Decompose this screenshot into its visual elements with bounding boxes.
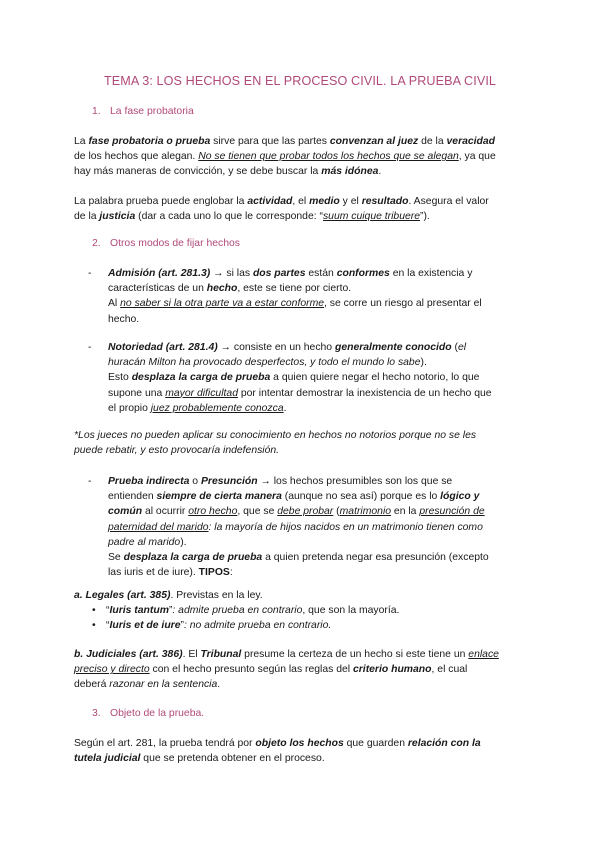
section-2-title: Otros modos de fijar hechos xyxy=(110,238,240,249)
line: La palabra prueba puede englobar la actividad, el medio y el resultado. Asegura el valor xyxy=(74,196,489,207)
bullet-dash: - xyxy=(88,476,92,487)
bullet-dash: - xyxy=(88,342,92,353)
legales-iuris-tantum: “Iuris tantum”: admite prueba en contrario, que son la mayoría. xyxy=(106,605,400,616)
section-1-number: 1. xyxy=(92,106,101,117)
line: Al no saber si la otra parte va a estar conforme, se corre un riesgo al presentar el xyxy=(108,298,482,310)
line: La fase probatoria o prueba sirve para que las partes convenzan al juez de la veracidad xyxy=(74,136,496,147)
line: Notoriedad (art. 281.4) → consiste en un hecho generalmente conocido (el xyxy=(108,342,467,353)
line: de la justicia (dar a cada uno lo que le corresponde: “suum cuique tribuere”). xyxy=(74,211,430,223)
legales-iuris-et-de-iure: “Iuris et de iure”: no admite prueba en contrario. xyxy=(106,620,332,631)
line: Admisión (art. 281.3) → si las dos partes están conformes en la existencia y xyxy=(108,268,473,279)
paragraph-objeto-prueba xyxy=(74,736,534,766)
line: de los hechos que alegan. No se tienen que probar todos los hechos que se alegan, ya que xyxy=(74,151,496,163)
section-2-number: 2. xyxy=(92,238,101,249)
line: Esto desplaza la carga de prueba a quien quiere negar el hecho notorio, lo que xyxy=(108,372,480,384)
section-3-number: 3. xyxy=(92,708,101,719)
line: puede rebatir, y esto provocaría indefensión. xyxy=(74,445,280,457)
line: entienden siempre de cierta manera (aunque no sea así) porque es lo lógico y xyxy=(108,491,480,503)
section-1-title: La fase probatoria xyxy=(110,106,194,117)
line: preciso y directo con el hecho presunto según las reglas del criterio humano, el cual xyxy=(74,664,468,676)
line: hecho. xyxy=(108,313,140,325)
line: las iuris et de iure). TIPOS: xyxy=(108,567,233,579)
tipo-judiciales xyxy=(74,647,534,693)
line: padre al marido). xyxy=(108,536,187,548)
section-3-title: Objeto de la prueba. xyxy=(110,708,205,719)
section-1-heading xyxy=(92,104,194,119)
line: deberá razonar en la sentencia. xyxy=(74,679,221,691)
line: b. Judiciales (art. 386). El Tribunal presume la certeza de un hecho si este tiene un enlace xyxy=(74,649,499,660)
note-jueces xyxy=(74,428,534,458)
bullet-admision xyxy=(108,266,528,327)
section-3-heading xyxy=(92,706,204,721)
line: el propio juez probablemente conozca. xyxy=(108,402,287,414)
line: tutela judicial que se pretenda obtener en el proceso. xyxy=(74,753,325,765)
section-2-heading xyxy=(92,236,240,251)
paragraph-palabra-prueba xyxy=(74,194,534,224)
page-title: TEMA 3: LOS HECHOS EN EL PROCESO CIVIL. LA PRUEBA CIVIL xyxy=(103,74,497,88)
line: huracán Milton ha provocado desperfectos, y todo el mundo lo sabe). xyxy=(108,357,427,369)
bullet-notoriedad xyxy=(108,340,528,416)
paragraph-fase-probatoria xyxy=(74,134,534,180)
line: paternidad del marido: la mayoría de hijos nacidos en un matrimonio tienen como xyxy=(108,521,483,533)
line: Prueba indirecta o Presunción → los hechos presumibles son los que se xyxy=(108,476,453,487)
line: común al ocurrir otro hecho, que se debe probar (matrimonio en la presunción de xyxy=(108,506,485,518)
bullet-dot: • xyxy=(92,620,96,631)
line: características de un hecho, este se tiene por cierto. xyxy=(108,283,352,295)
tipo-legales: a. Legales (art. 385). Previstas en la ley. xyxy=(74,590,263,601)
line: Se desplaza la carga de prueba a quien pretenda negar esa presunción (excepto xyxy=(108,552,489,564)
bullet-dash: - xyxy=(88,268,92,279)
bullet-dot: • xyxy=(92,605,96,616)
line: *Los jueces no pueden aplicar su conocimiento en hechos no notorios porque no se les xyxy=(74,430,477,441)
bullet-presuncion xyxy=(108,474,528,580)
line: supone una mayor dificultad por intentar demostrar la inexistencia de un hecho que xyxy=(108,387,492,399)
line: Según el art. 281, la prueba tendrá por objeto los hechos que guarden relación con la xyxy=(74,738,481,749)
line: hay más maneras de convicción, y se debe buscar la más idónea. xyxy=(74,166,382,178)
